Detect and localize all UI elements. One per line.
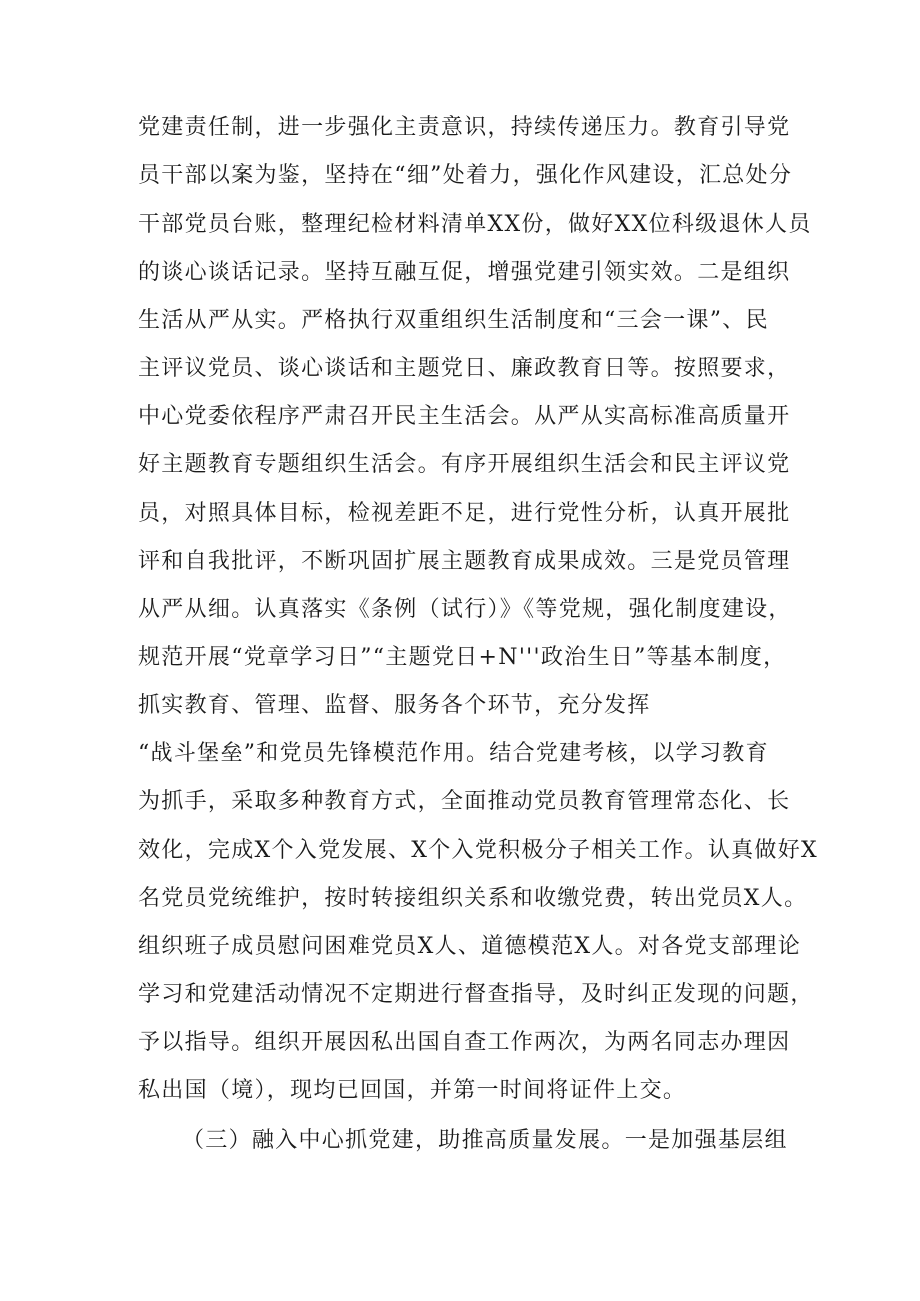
- text-line-18: 组织班子成员慰问困难党员X人、道德模范X人。对各党支部理论: [138, 934, 802, 959]
- text-line-5: 生活从严从实。严格执行双重组织生活制度和“三会一课”、民: [138, 308, 769, 333]
- text-line-12: 规范开展“党章学习日”“主题党日+N'''政治生日”等基本制度，: [138, 645, 787, 670]
- text-line-8: 好主题教育专题组织生活会。有序开展组织生活会和民主评议党: [138, 452, 791, 477]
- text-line-20: 予以指导。组织开展因私出国自查工作两次，为两名同志办理因: [138, 1030, 791, 1055]
- text-line-3: 干部党员台账，整理纪检材料清单XX份，做好XX位科级退休人员: [138, 212, 812, 237]
- text-line-9: 员，对照具体目标，检视差距不足，进行党性分析，认真开展批: [138, 501, 791, 526]
- text-line-10: 评和自我批评，不断巩固扩展主题教育成果成效。三是党员管理: [138, 549, 791, 574]
- text-line-15: 为抓手，采取多种教育方式，全面推动党员教育管理常态化、长: [138, 789, 791, 814]
- text-line-6: 主评议党员、谈心谈话和主题党日、廉政教育日等。按照要求，: [138, 356, 791, 381]
- text-line-1: 党建责任制，进一步强化主责意识，持续传递压力。教育引导党: [138, 115, 791, 140]
- text-line-11: 从严从细。认真落实《条例（试行）》《等党规，强化制度建设，: [138, 597, 792, 622]
- text-line-17: 名党员党统维护，按时转接组织关系和收缴党费，转出党员X人。: [138, 886, 808, 911]
- text-line-13: 抓实教育、管理、监督、服务各个环节，充分发挥: [138, 693, 651, 718]
- text-line-2: 员干部以案为鉴，坚持在“细”处着力，强化作风建设，汇总处分: [138, 163, 793, 188]
- text-line-14: “战斗堡垒”和党员先锋模范作用。结合党建考核，以学习教育: [138, 741, 769, 766]
- text-line-21: 私出国（境），现均已回国，并第一时间将证件上交。: [138, 1078, 687, 1103]
- text-line-19: 学习和党建活动情况不定期进行督查指导，及时纠正发现的问题，: [138, 982, 814, 1007]
- text-line-4: 的谈心谈话记录。坚持互融互促，增强党建引领实效。二是组织: [138, 260, 791, 285]
- text-line-16: 效化，完成X个入党发展、X个入党积极分子相关工作。认真做好X: [138, 838, 818, 863]
- text-line-7: 中心党委依程序严肃召开民主生活会。从严从实高标准高质量开: [138, 404, 791, 429]
- section-heading-line: （三）融入中心抓党建，助推高质量发展。一是加强基层组: [182, 1128, 788, 1153]
